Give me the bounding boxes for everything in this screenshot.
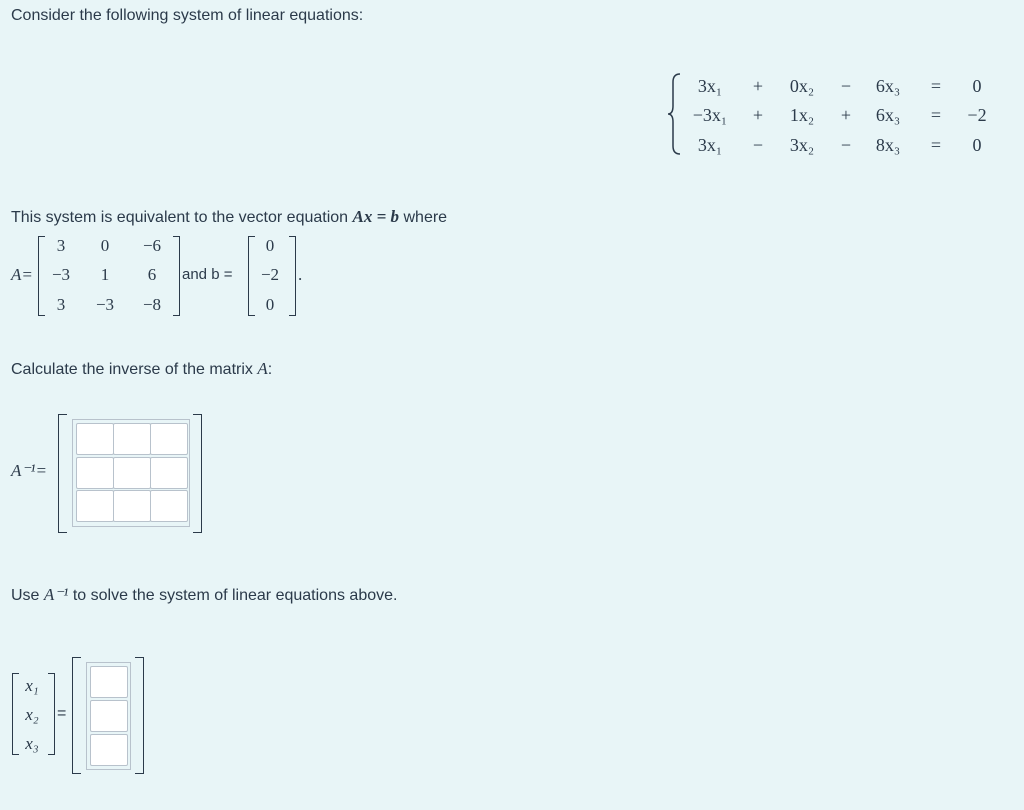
x1-label: x₁ xyxy=(25,676,39,695)
solve-prompt xyxy=(11,585,397,605)
eq2-term3: 6x₃ xyxy=(875,105,901,125)
vector-b-period: . xyxy=(298,265,303,284)
solve-prompt-var: A⁻¹ xyxy=(43,585,69,604)
eq2-term2: 1x₂ xyxy=(789,105,815,125)
b-2: −2 xyxy=(260,265,280,284)
inverse-input-r3c1[interactable] xyxy=(76,490,114,522)
inverse-prompt-text: Calculate the inverse of the matrix xyxy=(11,361,258,378)
eq2-equals: = xyxy=(930,105,942,125)
inverse-input-r2c3[interactable] xyxy=(150,457,188,489)
question-prompt: Consider the following system of linear equations: xyxy=(11,7,364,24)
eq2-op1: + xyxy=(752,105,764,125)
eq1-term1: 3x₁ xyxy=(697,76,723,96)
solution-left-bracket xyxy=(72,657,81,774)
inverse-input-r3c3[interactable] xyxy=(150,490,188,522)
matrix-a-label: A= xyxy=(11,265,33,284)
eq2-term1: −3x₁ xyxy=(692,105,728,125)
inverse-input-r1c3[interactable] xyxy=(150,423,188,455)
inverse-prompt-colon: : xyxy=(267,361,273,378)
a-31: 3 xyxy=(56,295,66,314)
inverse-prompt xyxy=(11,359,272,379)
eq3-term3: 8x₃ xyxy=(875,135,901,155)
solve-prompt-after: to solve the system of linear equations above. xyxy=(68,587,398,604)
solution-input-x2[interactable] xyxy=(90,700,128,732)
inverse-input-r2c1[interactable] xyxy=(76,457,114,489)
x2-label: x₂ xyxy=(25,705,39,724)
x3-label: x₃ xyxy=(25,734,39,753)
inverse-input-r2c2[interactable] xyxy=(113,457,151,489)
eq1-op1: + xyxy=(752,76,764,96)
a-22: 1 xyxy=(100,265,110,284)
solution-input-x1[interactable] xyxy=(90,666,128,698)
and-b-label: and b = xyxy=(182,266,233,283)
solution-input-x3[interactable] xyxy=(90,734,128,766)
eq1-op2: − xyxy=(840,76,852,96)
left-brace-icon xyxy=(666,72,682,156)
solution-equals: = xyxy=(57,705,67,722)
eq1-rhs: 0 xyxy=(972,76,982,96)
b-3: 0 xyxy=(265,295,275,314)
inverse-label: A⁻¹= xyxy=(11,461,47,480)
inverse-input-r3c2[interactable] xyxy=(113,490,151,522)
equivalence-statement xyxy=(11,207,447,227)
vector-b-right-bracket xyxy=(289,236,296,316)
equivalence-suffix: where xyxy=(399,209,448,226)
b-1: 0 xyxy=(265,236,275,255)
eq2-rhs: −2 xyxy=(967,105,987,125)
a-13: −6 xyxy=(142,236,162,255)
eq2-op2: + xyxy=(840,105,852,125)
a-12: 0 xyxy=(100,236,110,255)
eq1-term2: 0x₂ xyxy=(789,76,815,96)
eq3-term2: 3x₂ xyxy=(789,135,815,155)
solve-prompt-before: Use xyxy=(11,587,44,604)
eq1-equals: = xyxy=(930,76,942,96)
eq3-rhs: 0 xyxy=(972,135,982,155)
a-11: 3 xyxy=(56,236,66,255)
solution-right-bracket xyxy=(135,657,144,774)
eq3-op1: − xyxy=(752,135,764,155)
inverse-input-r1c2[interactable] xyxy=(113,423,151,455)
eq1-term3: 6x₃ xyxy=(875,76,901,96)
inverse-prompt-var: A xyxy=(257,359,268,378)
equivalence-prefix: This system is equivalent to the vector equation xyxy=(11,209,353,226)
a-21: −3 xyxy=(51,265,71,284)
eq3-term1: 3x₁ xyxy=(697,135,723,155)
inverse-input-r1c1[interactable] xyxy=(76,423,114,455)
inverse-left-bracket xyxy=(58,414,67,533)
eq3-op2: − xyxy=(840,135,852,155)
eq3-equals: = xyxy=(930,135,942,155)
a-32: −3 xyxy=(95,295,115,314)
a-33: −8 xyxy=(142,295,162,314)
matrix-a-right-bracket xyxy=(173,236,180,316)
vector-equation: Ax = b xyxy=(352,207,400,226)
a-23: 6 xyxy=(147,265,157,284)
inverse-right-bracket xyxy=(193,414,202,533)
